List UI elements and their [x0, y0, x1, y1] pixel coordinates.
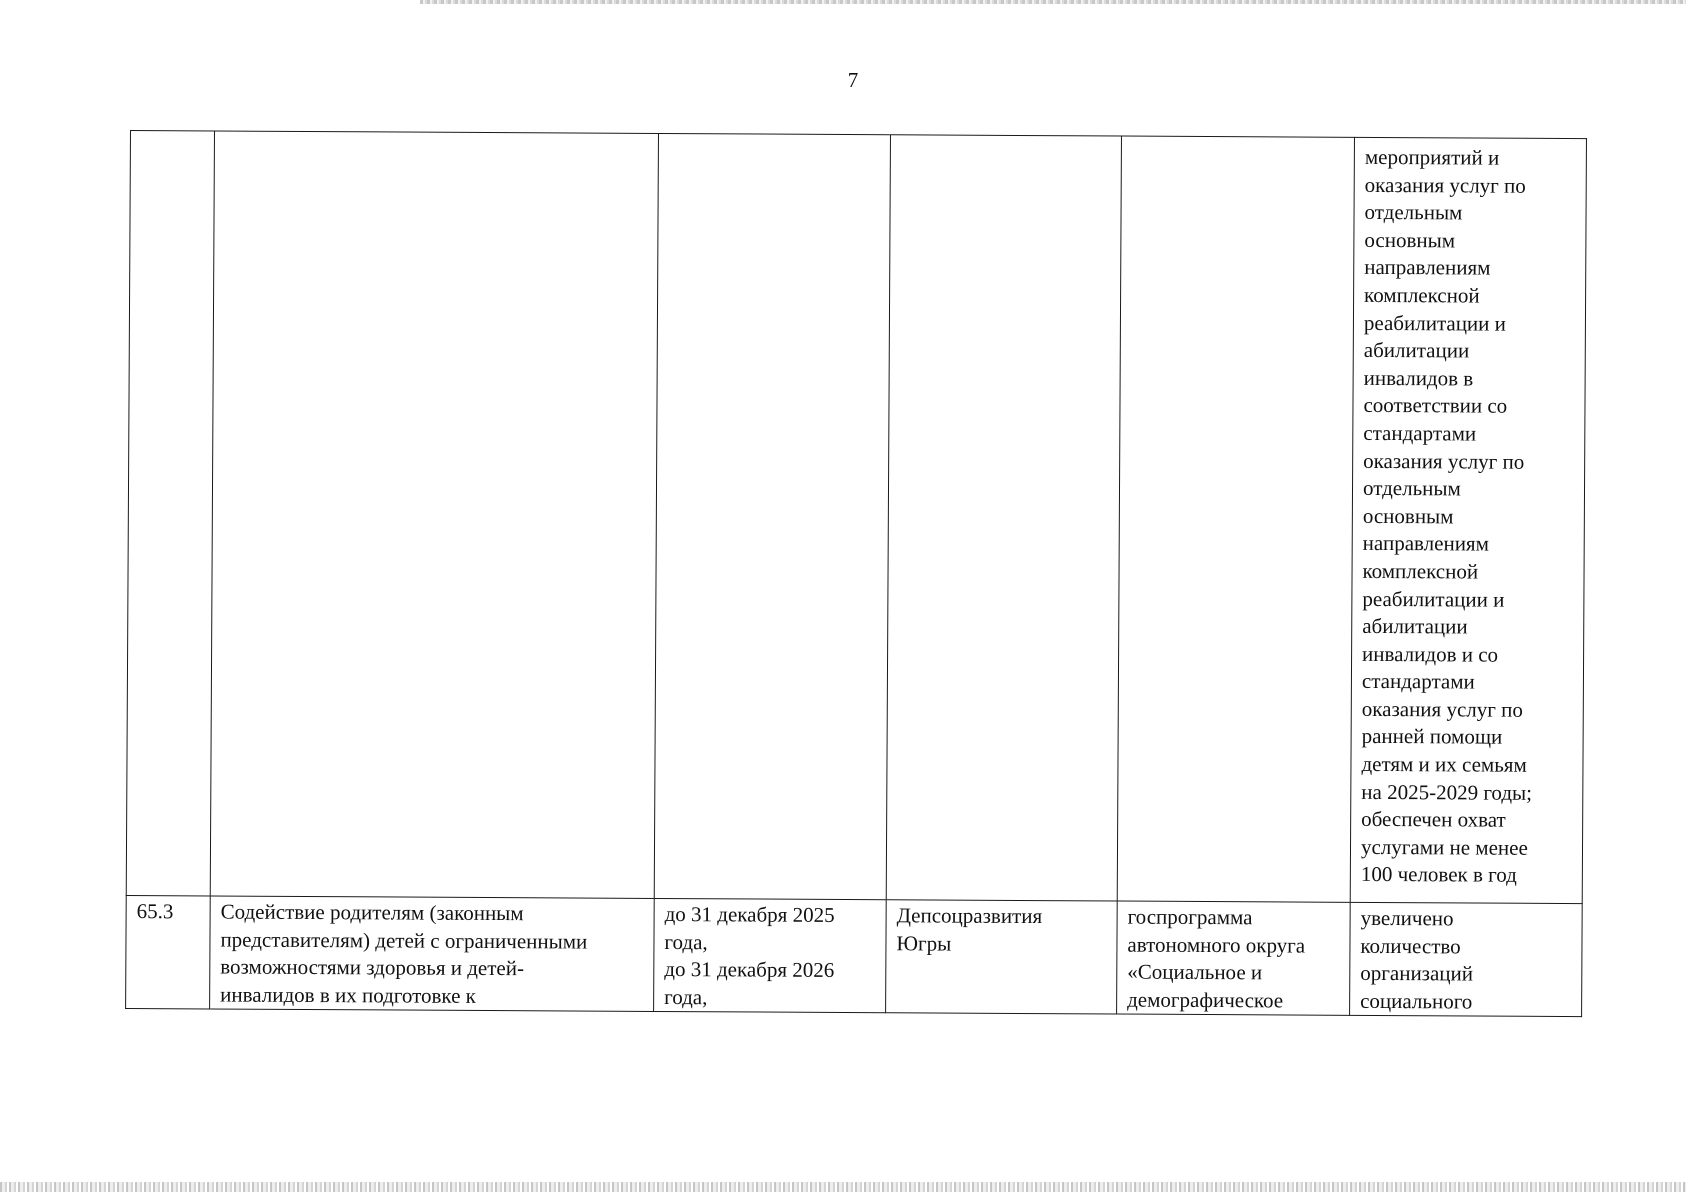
table-row: [126, 895, 1583, 1017]
cell-source: [1117, 136, 1354, 902]
table-row: [126, 131, 1586, 904]
page-number: 7: [847, 68, 859, 92]
cell-activity: Содействие родителям (законным представителям) детей с ограниченными возможностями здоровья и детей- инвалидов в их подготовке к: [210, 896, 655, 1012]
scan-edge-bottom: [0, 1182, 1686, 1192]
cell-deadline: до 31 декабря 2025 года, до 31 декабря 2026 года,: [654, 898, 887, 1013]
cell-result: мероприятий и оказания услуг по отдельным основным направлениям комплексной реабилитации и абилитации инвалидов в соответствии со стандартами оказания услуг по отдельным основным направлениям комплексной реабилитации и абилитации инвалидов и со стандартами оказания услуг по ранней помощи детям и их семьям на 2025-2029 годы; обеспечен охват услугами не менее 100 человек в год: [1350, 137, 1586, 903]
cell-result: увеличено количество организаций социального: [1350, 902, 1583, 1017]
cell-source: госпрограмма автономного округа «Социальное и демографическое: [1117, 901, 1351, 1016]
cell-number: 65.3: [126, 895, 211, 1009]
cell-activity: [210, 131, 658, 898]
cell-number: [126, 131, 214, 896]
activities-table: [125, 130, 1587, 1017]
cell-deadline: [654, 133, 890, 899]
cell-executor: [886, 135, 1121, 901]
cell-executor: Депсоцразвития Югры: [886, 900, 1118, 1015]
scan-edge-top: [420, 0, 1686, 4]
